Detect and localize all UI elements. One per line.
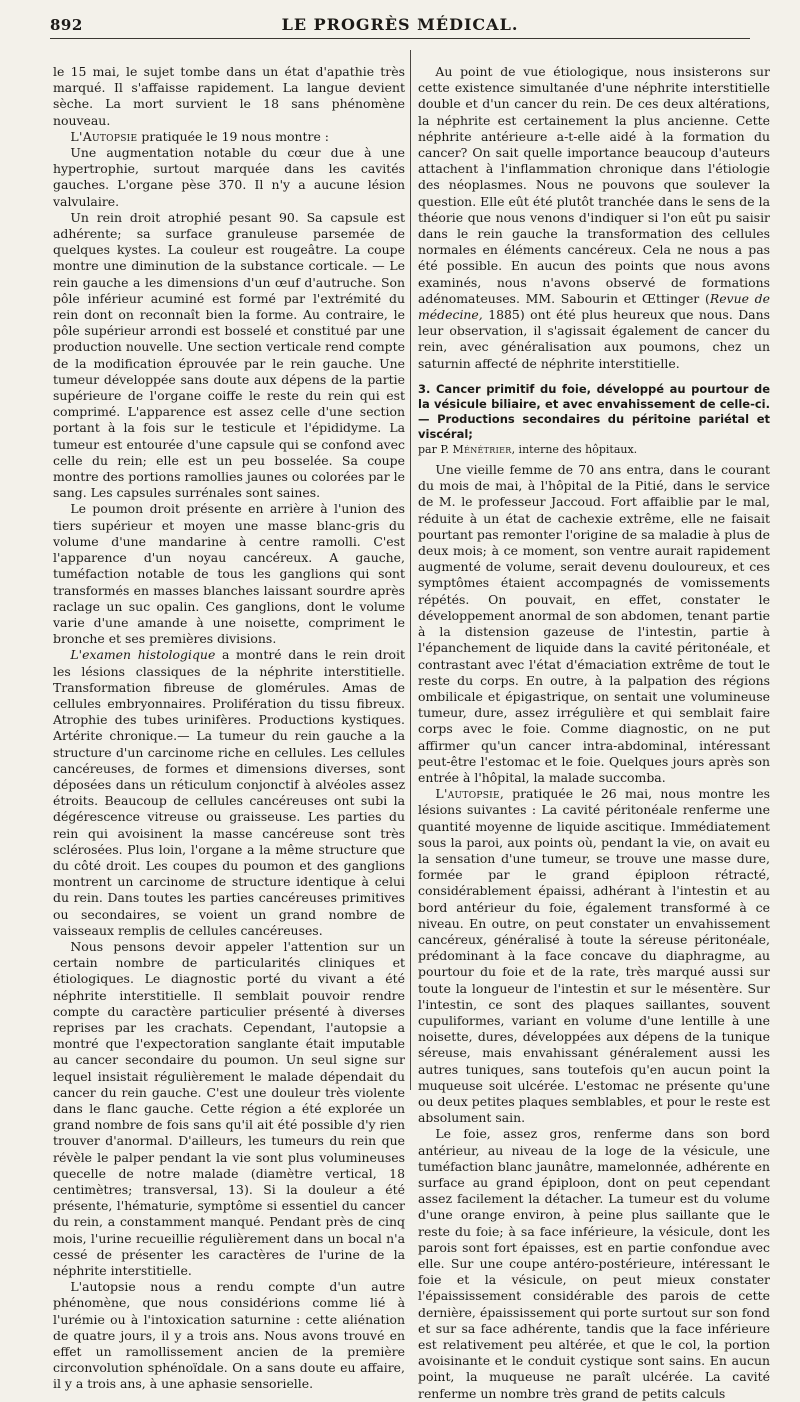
byline [418, 442, 770, 458]
paragraph: Une augmentation notable du cœur due à une hypertrophie, surtout marquée dans les cavités gauches. L'organe pèse 370. Il n'y a aucune lésion valvulaire. [53, 145, 405, 209]
page-header [50, 14, 750, 39]
paragraph-text: Au point de vue étiologique, nous insisterons sur cette existence simultanée d'une néphrite interstitielle double et d'un cancer du rein. De ces deux altérations, la néphrite est certainement la plus ancienne. Cette néphrite antérieure a-t-elle aidé à la formation du cancer? On sait quelle importance beaucoup d'auteurs attachent à l'inflammation chronique dans l'étiologie des néoplasmes. Nous ne pouvons que soulever la question. Elle eût été plutôt tranchée dans le sens de la théorie que nous venons d'indiquer si l'on eût pu saisir dans le rein gauche la transformation des cellules normales en éléments cancéreux. Cela ne nous a pas été possible. En aucun des points que nous avons examinés, nous n'avons observé de formations adénomateuses. MM. Sabourin et Œttinger ( [418, 64, 770, 306]
paragraph-text: pratiquée le 19 nous montre : [137, 128, 329, 144]
paragraph [418, 786, 770, 1126]
paragraph-text: , pratiquée le 26 mai, nous montre les lésions suivantes : La cavité péritonéale renferme une quantité moyenne de liquide ascitique. Immédiatement sous la paroi, aux points où, pendant la vie, on avait eu la sensation d'une tumeur, se trouve une masse dure, formée par le grand épiploon rétracté, considérablement épaissi, adhérant à l'intestin et au bord antérieur du foie, également transformé à ce niveau. En outre, on peut constater un envahissement cancéreux, généralisé à toute la séreuse péritonéale, prédominant à la face concave du diaphragme, au pourtour du foie et de la rate, très marqué aussi sur toute la longueur de l'intestin et sur le mésentère. Sur l'intestin, ce sont des plaques saillantes, souvent cupuliformes, variant en volume d'une lentille à une noisette, dures, développées aux dépens de la tunique séreuse, mais envahissant généralement aussi les autres tuniques, sans toutefois qu'en aucun point la muqueuse soit ulcérée. L'estomac ne présente qu'une ou deux petites plaques semblables, et pour le reste est absolument sain. [418, 786, 770, 1126]
citation: Revue de médecine, [418, 290, 770, 323]
right-column [418, 64, 770, 1402]
paragraph: Une vieille femme de 70 ans entra, dans le courant du mois de mai, à l'hôpital de la Pitié, dans le service de M. le professeur Jaccoud. Fort affaiblie par le mal, réduite à un état de cachexie extrême, elle ne faisait pourtant pas remonter l'origine de sa maladie à plus de deux mois; à ce moment, son ventre aurait rapidement augmenté de volume, serait devenu douloureux, et ces symptômes étaient accompagnés de vomissements répétés. On pouvait, en effet, constater le développement anormal de son abdomen, tenant partie à la distension gazeuse de l'intestin, partie à l'épanchement de liquide dans la cavité péritonéale, et contrastant avec l'état d'émaciation extrême de tout le reste du corps. En outre, à la palpation des régions ombilicale et épigastrique, on sentait une volumineuse tumeur, dure, assez irrégulière et qui semblait faire corps avec le foie. Comme diagnostic, on ne put affirmer qu'un cancer intra-abdominal, intéressant peut-être l'estomac et le foie. Quelques jours après son entrée à l'hôpital, la malade succomba. [418, 462, 770, 785]
page-number: 892 [50, 16, 83, 34]
paragraph [418, 64, 770, 372]
section-heading: 3. Cancer primitif du foie, développé au pourtour de la vésicule biliaire, et avec envahissement de celle-ci. — Productions secondaires du péritoine pariétal et viscéral; [418, 381, 770, 441]
left-column [53, 64, 405, 1393]
paragraph: le 15 mai, le sujet tombe dans un état d'apathie très marqué. Il s'affaisse rapidement. La langue devient sèche. La mort survient le 18 sans phénomène nouveau. [53, 64, 405, 128]
run-in-heading: L'autopsie [435, 786, 500, 802]
running-title: LE PROGRÈS MÉDICAL. [281, 15, 519, 34]
byline-suffix: , interne des hôpitaux. [511, 442, 638, 456]
author-name: Ménétrier [452, 442, 512, 456]
paragraph: Le foie, assez gros, renferme dans son bord antérieur, au niveau de la loge de la vésicule, une tuméfaction blanc jaunâtre, mamelonnée, adhérente en surface au grand épiploon, dont on peut cependant assez facilement la détacher. La tumeur est du volume d'une orange environ, à peine plus saillante que le reste du foie; à sa face inférieure, la vésicule, dont les parois sont fort épaisses, est en partie confondue avec elle. Sur une coupe antéro-postérieure, intéressant le foie et la vésicule, on peut mieux constater l'épaississement considérable des parois de cette dernière, épaississement qui porte surtout sur son fond et sur sa face adhérente, tandis que la face inférieure est relativement peu altérée, et que le col, la portion avoisinante et le conduit cystique sont sains. En aucun point, la muqueuse ne paraît ulcérée. La cavité renferme un nombre très grand de petits calculs [418, 1126, 770, 1401]
paragraph [53, 647, 405, 939]
paragraph: Nous pensons devoir appeler l'attention sur un certain nombre de particularités cliniques et étiologiques. Le diagnostic porté du vivant a été néphrite interstitielle. Il semblait pouvoir rendre compte du caractère particulier présenté à diverses reprises par les crachats. Cependant, l'autopsie a montré que l'expectoration sanglante était imputable au cancer secondaire du poumon. Un seul signe sur lequel insistait régulièrement le malade dépendait du cancer du rein gauche. C'est une douleur très violente dans le flanc gauche. Cette région a été explorée un grand nombre de fois sans qu'il ait été possible d'y rien trouver d'anormal. D'ailleurs, les tumeurs du rein que révèle le palper pendant la vie sont plus volumineuses quecelle de notre malade (diamètre vertical, 18 centimètres; transversal, 13). Si la douleur a été présente, l'hématurie, symptôme si essentiel du cancer du rein, a constamment manqué. Pendant près de cinq mois, l'urine recueillie régulièrement dans un bocal n'a cessé de présenter les caractères de l'urine de la néphrite interstitielle. [53, 938, 405, 1279]
paragraph: L'autopsie nous a rendu compte d'un autre phénomène, que nous considérions comme lié à l'urémie ou à l'intoxication saturnine : cette aliénation de quatre jours, il y a trois ans. Nous avons trouvé en effet un ramollissement ancien de la première circonvolution sphénoïdale. On a sans doute eu affaire, il y a trois ans, à une aphasie sensorielle. [53, 1279, 405, 1392]
column-divider [410, 50, 411, 1090]
paragraph [53, 129, 405, 145]
paragraph-text: a montré dans le rein droit les lésions classiques de la néphrite interstitielle. Transformation fibreuse de glomérules. Amas de cellules embryonnaires. Prolifération du tissu fibreux. Atrophie des tubes urinifères. Productions kystiques. Artérite chronique.— La tumeur du rein gauche a la structure d'un carcinome riche en cellules. Les cellules cancéreuses, de formes et dimensions diverses, sont déposées dans un réticulum conjonctif à alvéoles assez étroits. Beaucoup de cellules cancéreuses ont subi la dégérescence vitreuse ou graisseuse. Les parties du rein qui avoisinent la masse cancéreuse sont très sclérosées. Plus loin, l'organe a la même structure que du côté droit. Les coupes du poumon et des ganglions montrent un carcinome de structure identique à celui du rein. Dans toutes les parties cancéreuses primitives ou secondaires, se voient un grand nombre de vaisseaux remplis de cellules cancéreuses. [53, 647, 405, 938]
paragraph: Le poumon droit présente en arrière à l'union des tiers supérieur et moyen une masse blanc-gris du volume d'une mandarine à centre ramolli. C'est l'apparence d'un noyau cancéreux. A gauche, tuméfaction notable de tous les ganglions qui sont transformés en masses blanches laissant sourdre après raclage un suc opalin. Ces ganglions, dont le volume varie d'une amande à une noisette, compriment le bronche et ses premières divisions. [53, 501, 405, 647]
byline-prefix: par P. [418, 442, 453, 456]
paragraph-text: 1885) ont été plus heureux que nous. Dans leur observation, il s'agissait également de cancer du rein, avec généralisation aux poumons, chez un saturnin affecté de néphrite interstitielle. [418, 307, 770, 371]
run-in-heading: L'examen histologique [70, 647, 216, 663]
paragraph: Un rein droit atrophié pesant 90. Sa capsule est adhérente; sa surface granuleuse parsemée de quelques kystes. La couleur est rougeâtre. La coupe montre une diminution de la substance corticale. — Le rein gauche a les dimensions d'un œuf d'autruche. Son pôle inférieur acuminé est formé par l'extrémité du rein dont on reconnaît bien la forme. Au contraire, le pôle supérieur arrondi est bosselé et constitué par une production nouvelle. Une section verticale rend compte de la modification éprouvée par le rein gauche. Une tumeur développée sans doute aux dépens de la partie supérieure de l'organe coiffe le reste du rein qui est comprimé. L'apparence est assez celle d'une section portant à la fois sur le testicule et l'épididyme. La tumeur est entourée d'une capsule qui se confond avec celle du rein; elle est un peu bosselée. Sa coupe montre des portions ramollies jaunes ou colorées par le sang. Les capsules surrénales sont saines. [53, 209, 405, 501]
run-in-heading: L'Autopsie [70, 128, 138, 144]
